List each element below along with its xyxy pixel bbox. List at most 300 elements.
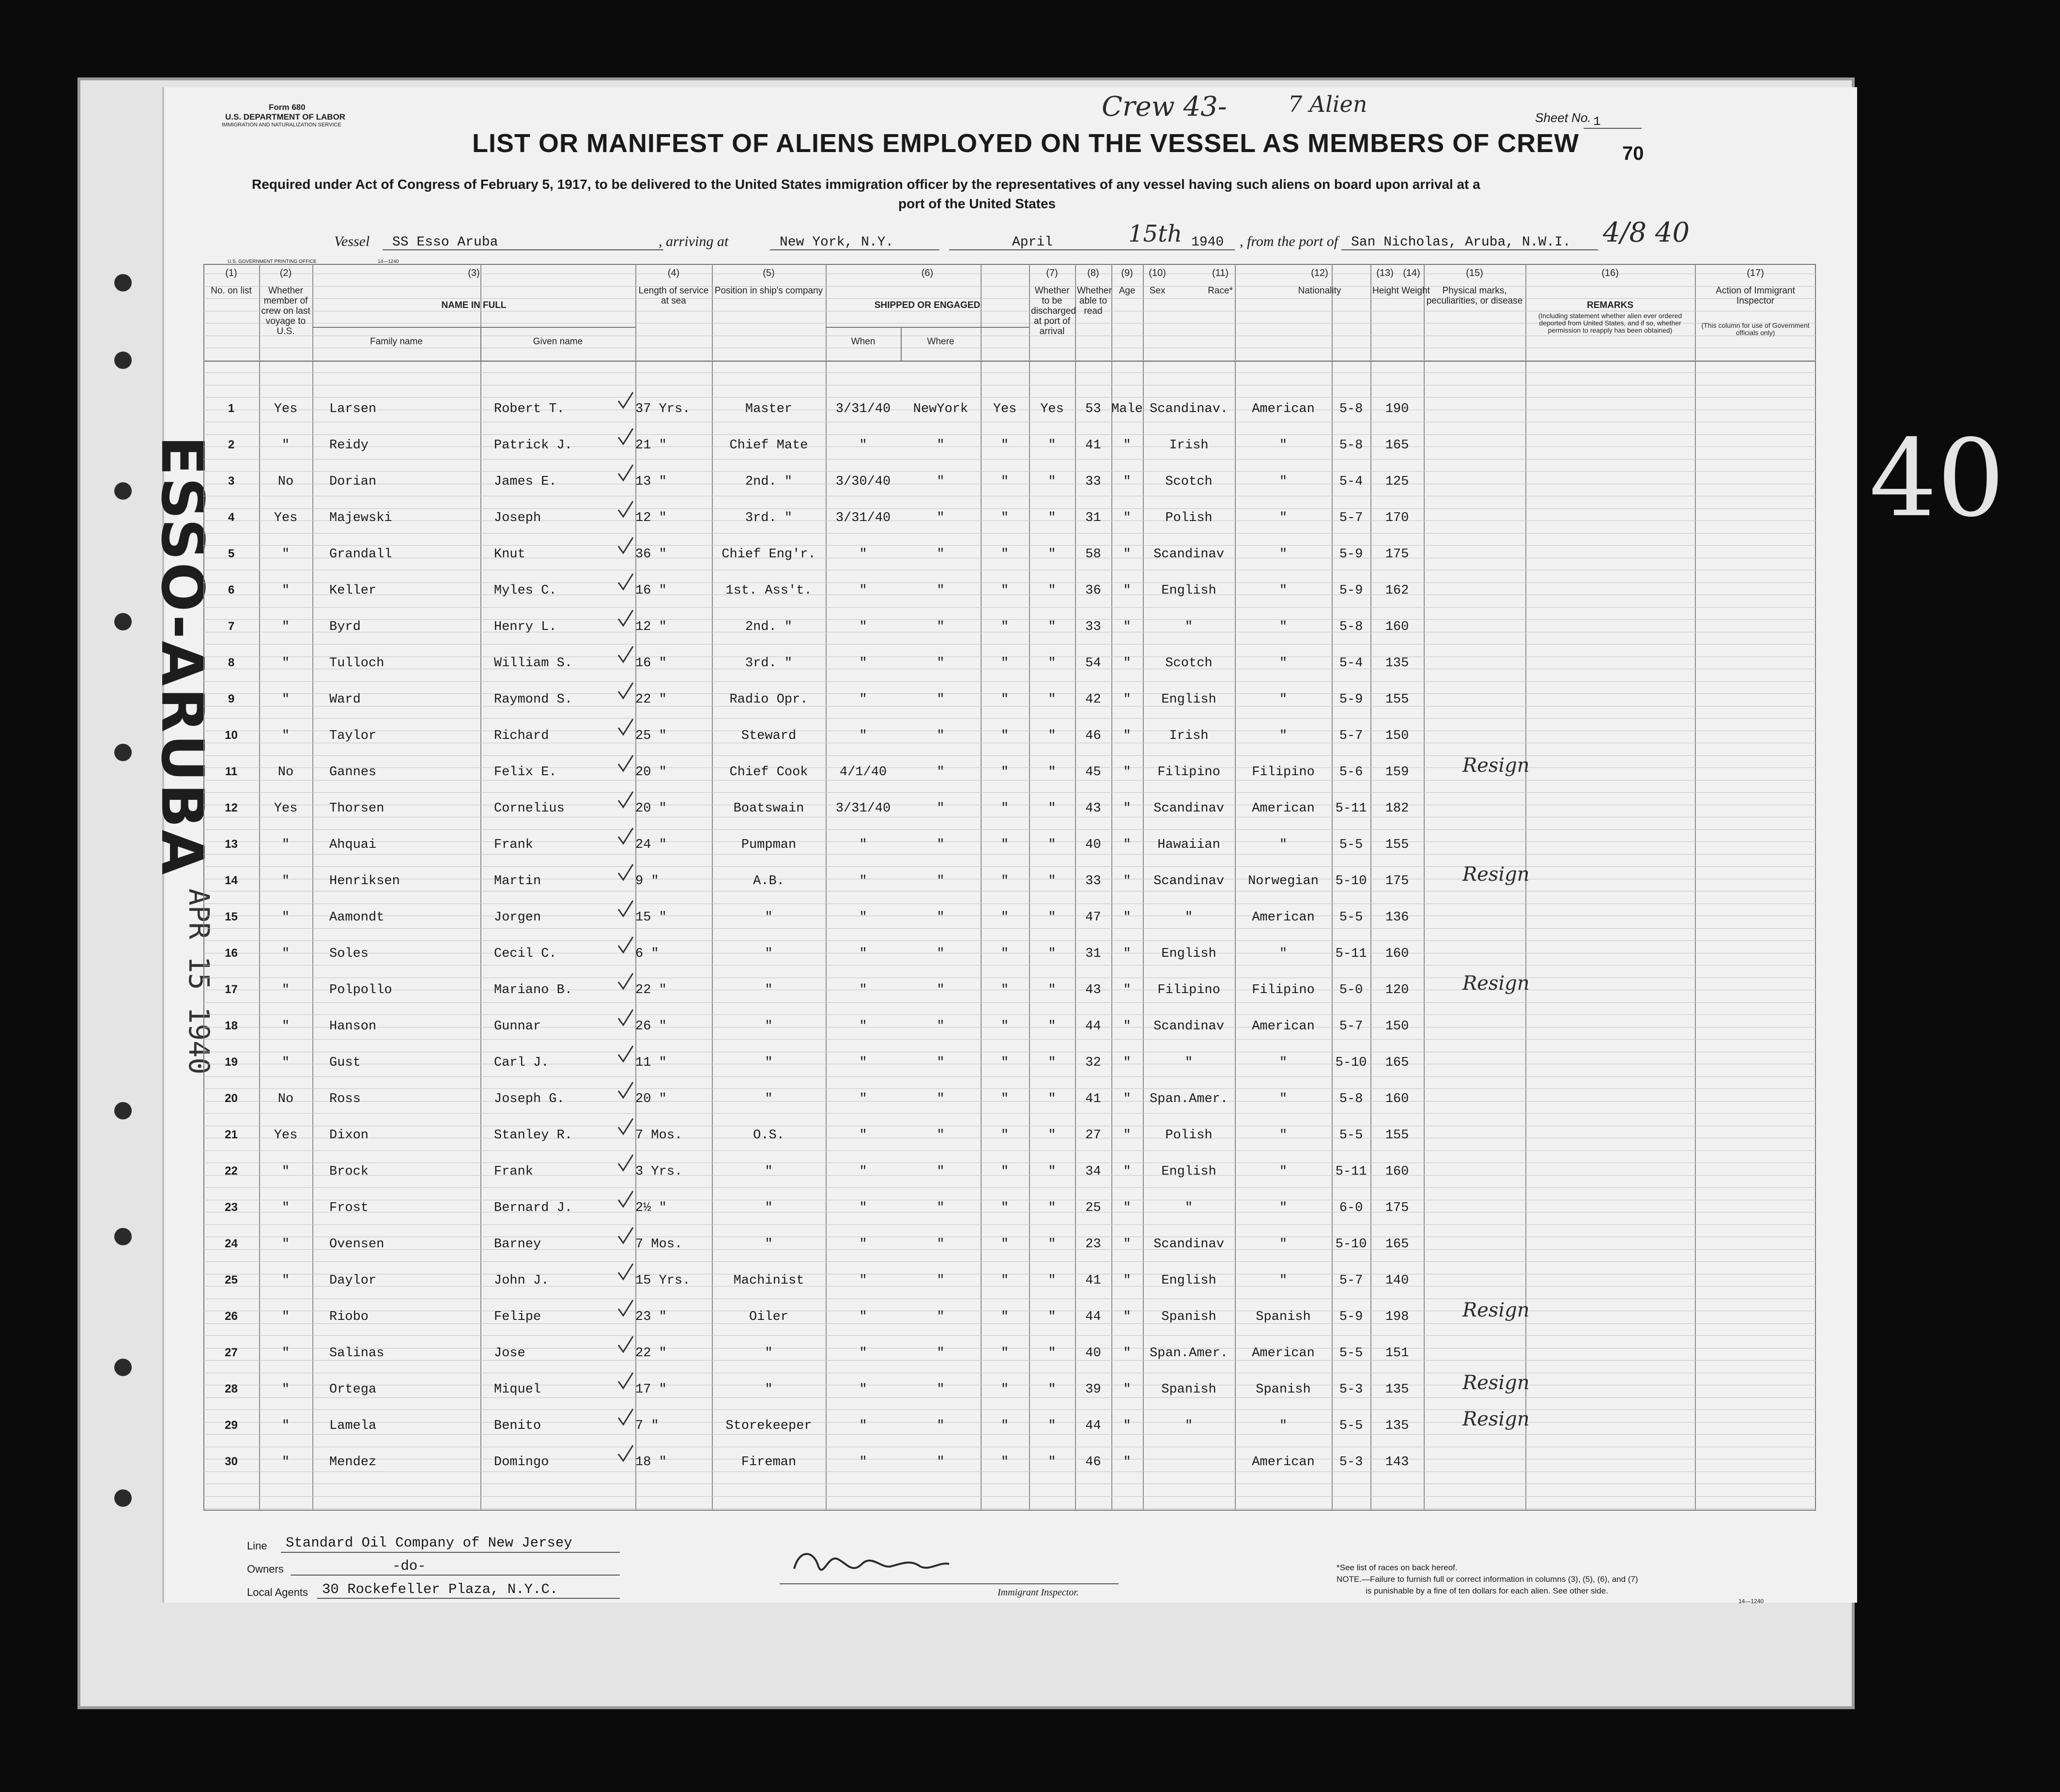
cell-sex: "	[1123, 1273, 1131, 1288]
cell-read: "	[1048, 1128, 1056, 1143]
cell-when: "	[859, 583, 867, 598]
cell-position: Master	[745, 402, 793, 416]
cell-given: Richard	[494, 729, 549, 743]
footnote-fine: is punishable by a fine of ten dollars for each alien. See other side.	[1366, 1586, 1608, 1595]
cell-nat: "	[1279, 729, 1288, 743]
cell-sex: "	[1123, 1419, 1131, 1433]
cell-race: Filipino	[1157, 983, 1220, 997]
cell-when: "	[859, 1164, 867, 1179]
cell-where: "	[937, 511, 945, 525]
cell-sex: "	[1123, 947, 1131, 961]
cell-sex: "	[1123, 983, 1131, 997]
cell-height: 5-7	[1339, 729, 1363, 743]
cell-no: 28	[225, 1382, 238, 1395]
subheader-given: Given name	[533, 337, 583, 347]
cell-position: "	[765, 1201, 773, 1215]
date-stamp: APR 15 1940	[183, 888, 215, 1075]
check-mark-icon	[616, 791, 635, 810]
ruling-line	[203, 582, 1816, 583]
cell-weight: 155	[1385, 692, 1409, 707]
column-number: (12)	[1311, 268, 1328, 278]
cell-disch: "	[1000, 1346, 1009, 1361]
cell-weight: 150	[1385, 1019, 1409, 1034]
punch-hole	[114, 1359, 132, 1376]
cell-family: Reidy	[329, 438, 369, 453]
cell-weight: 136	[1385, 910, 1409, 925]
cell-sex: "	[1123, 656, 1131, 671]
cell-family: Frost	[329, 1201, 369, 1215]
check-mark-icon	[616, 609, 635, 628]
column-number: (7)	[1046, 268, 1058, 278]
cell-last: "	[281, 1455, 290, 1470]
cell-age: 36	[1085, 583, 1101, 598]
cell-race: Filipino	[1157, 765, 1220, 780]
cell-no: 21	[225, 1128, 238, 1141]
cell-family: Ross	[329, 1092, 361, 1106]
cell-when: "	[859, 656, 867, 671]
cell-disch: "	[1000, 1310, 1009, 1324]
cell-weight: 175	[1385, 1201, 1409, 1215]
cell-no: 17	[225, 983, 238, 996]
cell-service: 36 "	[635, 547, 667, 562]
cell-where: "	[937, 620, 945, 634]
ruling-line	[203, 397, 1816, 398]
cell-service: 17 "	[635, 1382, 667, 1397]
cell-where: NewYork	[913, 402, 969, 416]
cell-age: 41	[1085, 438, 1101, 453]
cell-family: Tulloch	[329, 656, 384, 671]
cell-no: 18	[225, 1019, 238, 1032]
subheader-when: When	[851, 337, 876, 347]
cell-age: 32	[1085, 1056, 1101, 1070]
check-mark-icon	[616, 1444, 635, 1464]
cell-sex: "	[1123, 1056, 1131, 1070]
cell-sex: "	[1123, 765, 1131, 780]
vessel-name: SS Esso Aruba	[392, 235, 498, 250]
cell-where: "	[937, 1019, 945, 1034]
cell-nat: "	[1279, 656, 1288, 671]
cell-age: 31	[1085, 511, 1101, 525]
cell-no: 12	[225, 801, 238, 814]
cell-read: "	[1048, 1455, 1056, 1470]
cell-sex: "	[1123, 729, 1131, 743]
remark-resign: Resign	[1462, 754, 1530, 777]
cell-position: 1st. Ass't.	[725, 583, 812, 598]
column-header: Position in ship's company	[714, 286, 823, 296]
cell-family: Riobo	[329, 1310, 369, 1324]
cell-position: "	[765, 947, 773, 961]
cell-position: "	[765, 1164, 773, 1179]
cell-read: "	[1048, 947, 1056, 961]
column-number: (17)	[1747, 268, 1764, 278]
cell-family: Majewski	[329, 511, 392, 525]
cell-last: "	[281, 838, 290, 852]
cell-weight: 160	[1385, 1164, 1409, 1179]
cell-position: Chief Mate	[729, 438, 808, 453]
column-number: (2)	[279, 268, 292, 278]
cell-position: Radio Opr.	[729, 692, 808, 707]
cell-where: "	[937, 1237, 945, 1252]
ruling-line	[203, 1471, 1816, 1472]
check-mark-icon	[616, 827, 635, 846]
cell-race: Scandinav.	[1149, 402, 1229, 416]
cell-where: "	[937, 1382, 945, 1397]
column-number: (13)	[1376, 268, 1394, 278]
column-header: No. on list	[211, 286, 252, 296]
cell-disch: "	[1000, 692, 1009, 707]
cell-last: "	[281, 1346, 290, 1361]
cell-weight: 150	[1385, 729, 1409, 743]
cell-height: 5-6	[1339, 765, 1363, 780]
cell-family: Ortega	[329, 1382, 377, 1397]
punch-hole	[114, 744, 132, 761]
cell-family: Mendez	[329, 1455, 377, 1470]
check-mark-icon	[616, 900, 635, 919]
cell-service: 9 "	[635, 874, 659, 888]
ruling-line	[203, 1014, 1816, 1015]
cell-weight: 125	[1385, 475, 1409, 489]
cell-disch: "	[1000, 1382, 1009, 1397]
cell-no: 9	[228, 692, 235, 705]
remark-resign: Resign	[1462, 972, 1530, 995]
cell-race: Irish	[1169, 438, 1209, 453]
cell-race: English	[1161, 583, 1216, 598]
cell-disch: "	[1000, 874, 1009, 888]
cell-read: "	[1048, 801, 1056, 816]
cell-service: 7 Mos.	[635, 1128, 683, 1143]
cell-service: 16 "	[635, 583, 667, 598]
cell-sex: "	[1123, 1346, 1131, 1361]
cell-race: Span.Amer.	[1149, 1346, 1229, 1361]
check-mark-icon	[616, 500, 635, 520]
cell-last: "	[281, 692, 290, 707]
cell-last: Yes	[274, 402, 298, 416]
punch-hole	[114, 352, 132, 369]
cell-height: 5-0	[1339, 983, 1363, 997]
cell-weight: 143	[1385, 1455, 1409, 1470]
cell-height: 5-9	[1339, 583, 1363, 598]
cell-sex: "	[1123, 620, 1131, 634]
cell-weight: 120	[1385, 983, 1409, 997]
cell-disch: "	[1000, 1419, 1009, 1433]
cell-last: "	[281, 547, 290, 562]
check-mark-icon	[616, 1335, 635, 1355]
ruling-line	[203, 829, 1816, 830]
column-header: Whether to be discharged at port of arrival	[1031, 286, 1076, 337]
cell-weight: 135	[1385, 1382, 1409, 1397]
cell-family: Grandall	[329, 547, 392, 562]
cell-nat: American	[1252, 1346, 1315, 1361]
cell-race: Spanish	[1161, 1382, 1216, 1397]
cell-service: 21 "	[635, 438, 667, 453]
cell-race: Spanish	[1161, 1310, 1216, 1324]
ruling-line	[203, 545, 1816, 546]
cell-last: "	[281, 1019, 290, 1034]
cell-where: "	[937, 1419, 945, 1433]
cell-race: "	[1184, 1056, 1193, 1070]
cell-when: "	[859, 1419, 867, 1433]
cell-last: "	[281, 1273, 290, 1288]
cell-where: "	[937, 1310, 945, 1324]
cell-weight: 162	[1385, 583, 1409, 598]
cell-height: 5-7	[1339, 511, 1363, 525]
cell-weight: 135	[1385, 656, 1409, 671]
cell-last: No	[277, 475, 294, 489]
check-mark-icon	[616, 645, 635, 665]
cell-family: Dorian	[329, 475, 377, 489]
punch-hole	[114, 274, 132, 291]
column-header: REMARKS	[1586, 300, 1634, 310]
ruling-line	[203, 755, 1816, 756]
cell-when: "	[859, 620, 867, 634]
cell-last: "	[281, 620, 290, 634]
cell-no: 20	[225, 1092, 238, 1105]
cell-age: 44	[1085, 1310, 1101, 1324]
ruling-line	[203, 372, 1816, 373]
column-divider	[1525, 264, 1526, 1511]
cell-weight: 175	[1385, 874, 1409, 888]
cell-height: 5-8	[1339, 438, 1363, 453]
cell-when: "	[859, 1346, 867, 1361]
cell-given: Jose	[494, 1346, 525, 1361]
column-header: NAME IN FULL	[441, 300, 507, 310]
remarks-note: (Including statement whether alien ever ordered deported from United States, and if so, whether permission to reapply has been obtained)	[1538, 312, 1682, 334]
check-mark-icon	[616, 1118, 635, 1137]
cell-height: 5-3	[1339, 1382, 1363, 1397]
cell-sex: "	[1123, 1092, 1131, 1106]
remark-resign: Resign	[1462, 863, 1530, 886]
cell-disch: "	[1000, 1092, 1009, 1106]
ruling-line	[203, 607, 1816, 608]
cell-last: "	[281, 1237, 290, 1252]
cell-service: 7 "	[635, 1419, 659, 1433]
column-divider	[1424, 264, 1425, 1511]
ruling-line	[203, 780, 1816, 781]
line-value: Standard Oil Company of New Jersey	[286, 1535, 572, 1551]
cell-no: 19	[225, 1056, 238, 1069]
cell-last: "	[281, 983, 290, 997]
cell-service: 12 "	[635, 620, 667, 634]
cell-no: 22	[225, 1164, 238, 1178]
cell-no: 14	[225, 874, 238, 887]
sheet-number: 1	[1593, 114, 1601, 129]
cell-no: 13	[225, 838, 238, 851]
cell-age: 33	[1085, 874, 1101, 888]
cell-sex: "	[1123, 1019, 1131, 1034]
cell-nat: "	[1279, 547, 1288, 562]
cell-when: "	[859, 1019, 867, 1034]
cell-sex: "	[1123, 1237, 1131, 1252]
cell-family: Ovensen	[329, 1237, 384, 1252]
agents-value: 30 Rockefeller Plaza, N.Y.C.	[322, 1581, 558, 1597]
cell-last: Yes	[274, 801, 298, 816]
check-mark-icon	[616, 536, 635, 556]
cell-given: Stanley R.	[494, 1128, 573, 1143]
cell-nat: "	[1279, 692, 1288, 707]
ruling-line	[203, 718, 1816, 719]
cell-height: 5-7	[1339, 1019, 1363, 1034]
cell-age: 25	[1085, 1201, 1101, 1215]
cell-when: "	[859, 729, 867, 743]
cell-family: Ahquai	[329, 838, 377, 852]
cell-position: Steward	[741, 729, 797, 743]
cell-read: "	[1048, 838, 1056, 852]
cell-sex: "	[1123, 511, 1131, 525]
ruling-line	[203, 681, 1816, 682]
footnote-races: *See list of races on back hereof.	[1337, 1563, 1458, 1572]
cell-read: Yes	[1040, 402, 1064, 416]
inspector-label: Immigrant Inspector.	[998, 1587, 1079, 1598]
cell-where: "	[937, 1056, 945, 1070]
cell-given: Patrick J.	[494, 438, 573, 453]
cell-read: "	[1048, 1056, 1056, 1070]
ruling-line	[203, 792, 1816, 793]
cell-service: 22 "	[635, 692, 667, 707]
cell-read: "	[1048, 765, 1056, 780]
cell-nat: "	[1279, 1237, 1288, 1252]
cell-last: "	[281, 874, 290, 888]
cell-race: Scotch	[1165, 475, 1213, 489]
ruling-line	[203, 1261, 1816, 1262]
cell-last: "	[281, 1056, 290, 1070]
cell-race: Polish	[1165, 511, 1213, 525]
cell-last: "	[281, 1201, 290, 1215]
cell-position: "	[765, 1092, 773, 1106]
cell-height: 5-8	[1339, 620, 1363, 634]
cell-position: Oiler	[749, 1310, 788, 1324]
inspector-signature	[784, 1540, 988, 1588]
cell-last: "	[281, 438, 290, 453]
cell-read: "	[1048, 547, 1056, 562]
cell-given: William S.	[494, 656, 573, 671]
cell-read: "	[1048, 1310, 1056, 1324]
column-header: Whether able to read	[1077, 286, 1112, 316]
cell-disch: "	[1000, 1164, 1009, 1179]
ruling-line	[203, 1088, 1816, 1089]
cell-when: "	[859, 692, 867, 707]
cell-race: English	[1161, 692, 1216, 707]
cell-disch: "	[1000, 1273, 1009, 1288]
cell-no: 8	[228, 656, 235, 669]
ruling-line	[203, 1187, 1816, 1188]
cell-service: 26 "	[635, 1019, 667, 1034]
cell-sex: "	[1123, 910, 1131, 925]
cell-family: Dixon	[329, 1128, 369, 1143]
cell-no: 6	[228, 583, 235, 597]
arrival-day: 15th	[1128, 220, 1183, 247]
cell-last: No	[277, 1092, 294, 1106]
cell-given: Carl J.	[494, 1056, 549, 1070]
cell-when: "	[859, 1128, 867, 1143]
check-mark-icon	[616, 754, 635, 774]
cell-height: 5-9	[1339, 692, 1363, 707]
cell-disch: "	[1000, 547, 1009, 562]
cell-position: "	[765, 1237, 773, 1252]
check-mark-icon	[616, 391, 635, 411]
cell-family: Brock	[329, 1164, 369, 1179]
cell-no: 3	[228, 475, 235, 488]
cell-race: Scandinav	[1153, 801, 1224, 816]
cell-last: "	[281, 1310, 290, 1324]
cell-height: 5-11	[1335, 1164, 1367, 1179]
ruling-line	[203, 471, 1816, 472]
cell-height: 5-5	[1339, 838, 1363, 852]
cell-read: "	[1048, 1382, 1056, 1397]
sheet-label: Sheet No.	[1535, 110, 1591, 125]
cell-service: 12 "	[635, 511, 667, 525]
cell-service: 7 Mos.	[635, 1237, 683, 1252]
cell-position: O.S.	[753, 1128, 784, 1143]
column-number: (15)	[1466, 268, 1483, 278]
cell-given: Cornelius	[494, 801, 565, 816]
cell-read: "	[1048, 656, 1056, 671]
cell-read: "	[1048, 1273, 1056, 1288]
check-mark-icon	[616, 682, 635, 701]
cell-service: 20 "	[635, 801, 667, 816]
cell-where: "	[937, 583, 945, 598]
cell-disch: "	[1000, 1056, 1009, 1070]
cell-height: 5-9	[1339, 547, 1363, 562]
cell-given: Cecil C.	[494, 947, 557, 961]
arrival-year: 1940	[1191, 235, 1224, 250]
cell-age: 33	[1085, 475, 1101, 489]
cell-race: "	[1184, 1419, 1193, 1433]
cell-age: 39	[1085, 1382, 1101, 1397]
cell-nat: "	[1279, 1056, 1288, 1070]
cell-sex: "	[1123, 692, 1131, 707]
cell-race: Scandinav	[1153, 874, 1224, 888]
cell-age: 46	[1085, 1455, 1101, 1470]
cell-read: "	[1048, 511, 1056, 525]
cell-height: 5-8	[1339, 402, 1363, 416]
cell-read: "	[1048, 910, 1056, 925]
cell-sex: "	[1123, 547, 1131, 562]
cell-service: 24 "	[635, 838, 667, 852]
check-mark-icon	[616, 573, 635, 592]
top-annotation: Crew 43-	[1102, 91, 1227, 123]
cell-position: "	[765, 1019, 773, 1034]
cell-disch: "	[1000, 511, 1009, 525]
check-mark-icon	[616, 863, 635, 883]
cell-given: Joseph	[494, 511, 541, 525]
cell-when: "	[859, 1201, 867, 1215]
cell-position: Fireman	[741, 1455, 797, 1470]
vessel-label: Vessel	[334, 233, 370, 249]
header-divider	[203, 361, 1816, 362]
ruling-line	[203, 940, 1816, 941]
cell-nat: "	[1279, 1273, 1288, 1288]
ruling-line	[203, 1150, 1816, 1151]
cell-given: Myles C.	[494, 583, 557, 598]
cell-age: 58	[1085, 547, 1101, 562]
cell-height: 5-7	[1339, 1273, 1363, 1288]
punch-hole	[114, 1228, 132, 1245]
cell-weight: 160	[1385, 620, 1409, 634]
cell-height: 5-8	[1339, 1092, 1363, 1106]
cell-where: "	[937, 983, 945, 997]
cell-service: 6 "	[635, 947, 659, 961]
cell-where: "	[937, 874, 945, 888]
cell-when: "	[859, 1273, 867, 1288]
column-header: Height	[1372, 286, 1399, 296]
cell-nat: "	[1279, 947, 1288, 961]
ruling-line	[203, 1113, 1816, 1114]
cell-when: "	[859, 947, 867, 961]
column-header: Whether member of crew on last voyage to U.S.	[261, 286, 310, 337]
cell-where: "	[937, 438, 945, 453]
cell-nat: "	[1279, 583, 1288, 598]
cell-sex: "	[1123, 801, 1131, 816]
